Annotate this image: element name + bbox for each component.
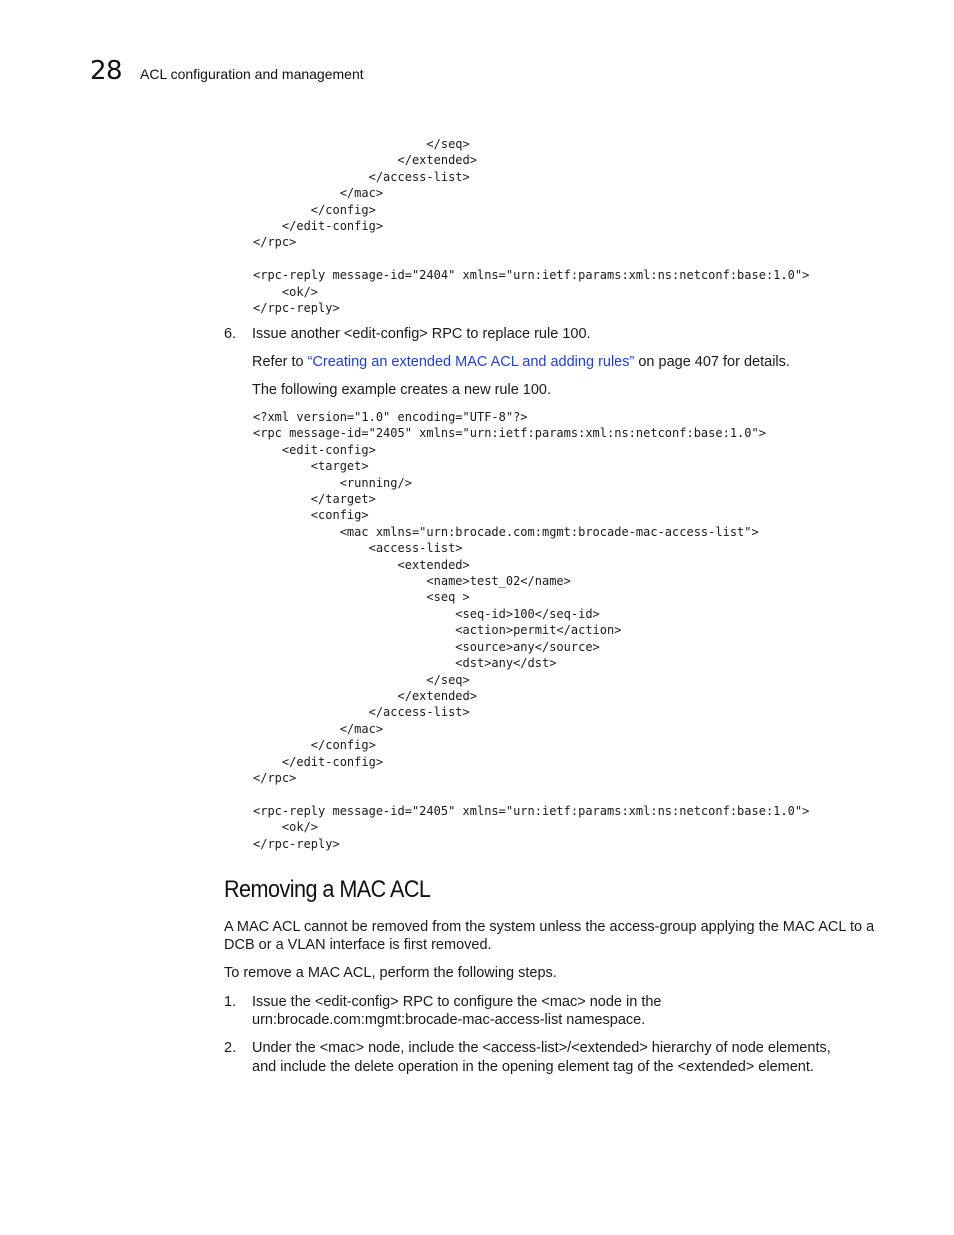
step-6-refer bbox=[252, 353, 790, 372]
refer-suffix: on page 407 for details. bbox=[634, 354, 790, 370]
step-1-line-1: Issue the <edit-config> RPC to configure the <mac> node in the bbox=[252, 994, 662, 1010]
cross-reference-link[interactable]: “Creating an extended MAC ACL and adding rules” bbox=[307, 354, 635, 370]
example-intro: The following example creates a new rule 100. bbox=[252, 382, 552, 398]
refer-prefix: Refer to bbox=[252, 354, 308, 370]
step-2-line-1: Under the <mac> node, include the <access-list>/<extended> hierarchy of node elements, bbox=[252, 1040, 831, 1056]
step-1-number: 1. bbox=[224, 994, 237, 1010]
para-2: To remove a MAC ACL, perform the following steps. bbox=[224, 965, 557, 981]
step-2-line-2: and include the delete operation in the opening element tag of the <extended> element. bbox=[252, 1059, 814, 1075]
para-1-line-1: A MAC ACL cannot be removed from the system unless the access-group applying the MAC ACL to a bbox=[224, 919, 875, 935]
code-block-rpc-2405: <?xml version="1.0" encoding="UTF-8"?> <rpc message-id="2405" xmlns="urn:ietf:params:xml:ns:netconf:base:1.0"> <edit-config> <target> <running/> </target> <config> <mac xmlns="urn:brocade.com:mgmt:brocade-mac-access-list"> <access-list> <extended> <name>test_02</name> <seq > <seq-id>100</seq-id> <action>permit</action> <source>any</source> <dst>any</dst> </seq> </extended> </access-list> </mac> </config> </edit-config> </rpc> <rpc-reply message-id="2405" xmlns="urn:ietf:params:xml:ns:netconf:base:1.0"> <ok/> </rpc-reply> bbox=[253, 410, 810, 851]
section-title: Removing a MAC ACL bbox=[224, 876, 431, 903]
step-6-number: 6. bbox=[224, 326, 237, 342]
para-1-line-2: DCB or a VLAN interface is first removed. bbox=[224, 937, 492, 953]
chapter-number: 28 bbox=[90, 56, 123, 86]
chapter-title: ACL configuration and management bbox=[140, 66, 364, 82]
step-1-line-2: urn:brocade.com:mgmt:brocade-mac-access-list namespace. bbox=[252, 1012, 646, 1028]
step-2-number: 2. bbox=[224, 1040, 237, 1056]
code-block-rpc-reply-2404: </seq> </extended> </access-list> </mac> </config> </edit-config> </rpc> <rpc-reply message-id="2404" xmlns="urn:ietf:params:xml:ns:netconf:base:1.0"> <ok/> </rpc-reply> bbox=[253, 137, 810, 316]
step-6-text: Issue another <edit-config> RPC to replace rule 100. bbox=[252, 326, 591, 342]
